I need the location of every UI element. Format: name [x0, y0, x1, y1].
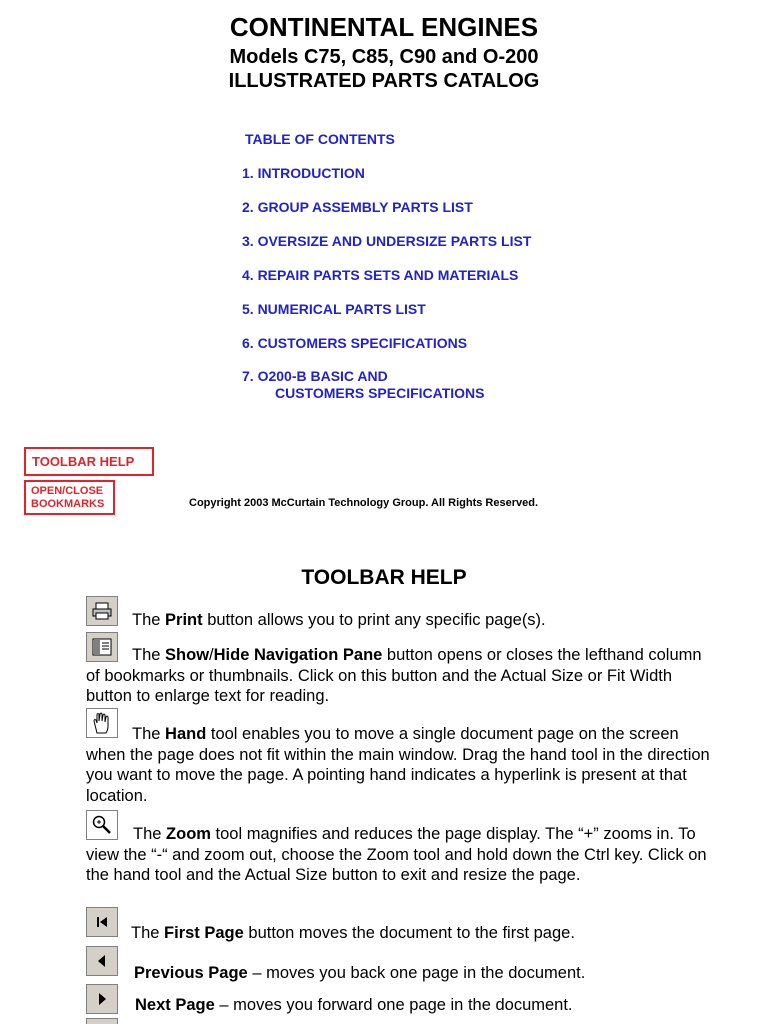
open-close-label: OPEN/CLOSE — [31, 485, 104, 497]
toc-item-group-assembly[interactable]: 2. GROUP ASSEMBLY PARTS LIST — [242, 199, 473, 215]
print-post: button allows you to print any specific page(s). — [202, 611, 546, 629]
next-name: Next Page — [135, 996, 215, 1014]
first-post: button moves the document to the first page. — [243, 924, 575, 942]
nav-post: button opens or closes the lefthand column of bookmarks or thumbnails. Click on this button and the Actual Size or Fit Width button to enlarge text for reading. — [86, 646, 702, 705]
open-close-bookmarks-button[interactable] — [24, 480, 115, 515]
toolbar-help-title: TOOLBAR HELP — [301, 566, 467, 589]
prev-name: Previous Page — [134, 964, 248, 982]
zoom-help-text — [86, 824, 716, 886]
catalog-subtitle: ILLUSTRATED PARTS CATALOG — [228, 70, 540, 92]
toc-item-introduction[interactable]: 1. INTRODUCTION — [242, 165, 365, 181]
zoom-post: tool magnifies and reduces the page display. The “+” zooms in. To view the “-“ and zoom out, choose the Zoom tool and hold down the Ctrl key. Click on the hand tool and the Actual Size button to exit and resize the page. — [86, 825, 707, 884]
first-pre: The — [131, 924, 165, 942]
first-name: First Page — [164, 924, 244, 942]
prev-post: – moves you back one page in the document. — [247, 964, 586, 982]
catalog-title: CONTINENTAL ENGINES — [229, 12, 539, 42]
print-help-text — [86, 610, 716, 631]
toc-item-customers-specs[interactable]: 6. CUSTOMERS SPECIFICATIONS — [242, 335, 468, 351]
first-page-help-text — [86, 923, 716, 944]
toc-item-numerical-parts[interactable]: 5. NUMERICAL PARTS LIST — [242, 301, 426, 317]
previous-page-help-text — [86, 963, 716, 984]
print-pre: The — [132, 611, 166, 629]
hand-help-text — [86, 724, 716, 806]
toc-item-o200b-line1: 7. O200-B BASIC AND — [242, 368, 388, 384]
nav-name1: Show — [165, 646, 210, 664]
next-post: – moves you forward one page in the document. — [214, 996, 573, 1014]
hand-pre: The — [132, 725, 166, 743]
copyright-notice: Copyright 2003 McCurtain Technology Group. All Rights Reserved. — [189, 497, 538, 509]
toc-item-o200b-specs[interactable] — [242, 368, 485, 402]
zoom-name: Zoom — [166, 825, 211, 843]
toc-item-oversize-undersize[interactable]: 3. OVERSIZE AND UNDERSIZE PARTS LIST — [242, 233, 532, 249]
last-page-icon[interactable] — [86, 1018, 118, 1024]
hand-post: tool enables you to move a single document page on the screen when the page does not fit within the main window. Drag the hand tool in the direction you want to move the page. A pointing hand indicates a hyperlink is present at that location. — [86, 725, 710, 805]
nav-pre: The — [132, 646, 166, 664]
nav-sep: / — [209, 646, 214, 664]
catalog-models: Models C75, C85, C90 and O-200 — [229, 46, 539, 68]
nav-name2: Hide Navigation Pane — [213, 646, 383, 664]
next-page-help-text — [86, 995, 716, 1016]
toc-item-repair-parts[interactable]: 4. REPAIR PARTS SETS AND MATERIALS — [242, 267, 519, 283]
toolbar-help-button[interactable]: TOOLBAR HELP — [24, 447, 154, 476]
navigation-pane-help-text — [86, 645, 716, 707]
hand-name: Hand — [165, 725, 207, 743]
toc-item-o200b-line2: CUSTOMERS SPECIFICATIONS — [275, 385, 485, 401]
zoom-pre: The — [133, 825, 167, 843]
print-name: Print — [165, 611, 203, 629]
bookmarks-label: BOOKMARKS — [31, 498, 105, 510]
toc-heading-link[interactable]: TABLE OF CONTENTS — [245, 131, 395, 147]
